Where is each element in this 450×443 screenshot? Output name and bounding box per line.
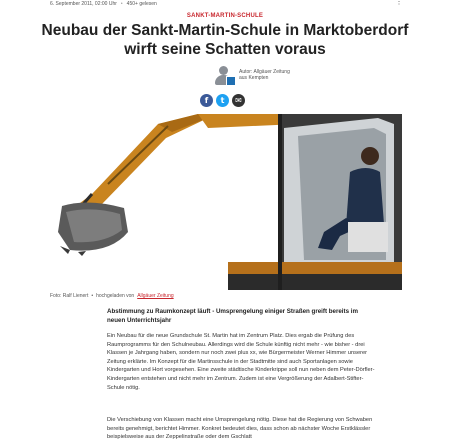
uploader-link[interactable]: Allgäuer Zeitung (137, 293, 174, 299)
excavator-tracks (228, 274, 402, 290)
facebook-share-button[interactable]: f (200, 94, 213, 107)
operator-torso (346, 168, 384, 226)
caption-separator: • (91, 293, 94, 299)
more-options-icon[interactable]: ⋮ (395, 0, 402, 6)
author-avatar[interactable] (214, 64, 236, 86)
excavator-illustration (48, 114, 402, 290)
email-share-button[interactable]: ✉ (232, 94, 245, 107)
article-lead: Abstimmung zu Raumkonzept läuft - Umsprengelung einiger Straßen greift bereits im neuen Unterrichtsjahr (107, 308, 358, 324)
author-info (239, 69, 290, 81)
operator-seat (348, 222, 388, 252)
uploaded-prefix: hochgeladen von (96, 293, 135, 299)
publisher-logo-icon (226, 76, 236, 86)
article-meta-bar (50, 0, 410, 8)
meta-separator: • (120, 1, 123, 7)
article-photo[interactable] (48, 114, 402, 290)
twitter-share-button[interactable]: t (216, 94, 229, 107)
operator-head (361, 147, 379, 165)
hydraulic-cylinder (108, 126, 168, 184)
avatar-head-shape (219, 66, 228, 75)
article-headline: Neubau der Sankt-Martin-Schule in Marktoberdorf wirft seine Schatten voraus (41, 22, 409, 58)
photo-credit: Foto: Ralf Lienert (50, 293, 89, 299)
article-paragraph: Die Verschiebung von Klassen macht eine Umsprengelung nötig. Diese hat die Regierung von Schwaben bereits genehmigt, berichtet Himmer. Konkret bedeutet dies, dass schon ab nächster Woche Erstklässler beispielsweise aus der Zeppelinstraße oder dem Gschlatt (107, 417, 373, 441)
excavator-boom (76, 114, 208, 206)
article-paragraph: Ein Neubau für die neue Grundschule St. Martin hat im Zentrum Platz. Dies ergab die Prüfung des Raumprogramms für den Schulneubau. Allerdings wird die Schule künftig nicht mehr - wie bisher - drei Klassen je Jahrgang haben, sondern nur noch zwei plus xx, wie Bürgermeister Werner Himmer unserer Zeitung erklärte. Im Konzept für die Martinsschule in der Stadtmitte sind auch Sportanlagen sowie Kindergarten und Hort vorgesehen. Eine zweite städtische Kinderkrippe soll nun neben dem Peter-Dörfler-Kindergarten entstehen und nicht mehr im Zentrum. Zudem ist eine Vergrößerung der Adalbert-Stifter-Schule nötig. (107, 333, 375, 391)
share-buttons (200, 94, 245, 107)
photo-caption (50, 293, 174, 299)
author-box[interactable] (214, 64, 290, 86)
article-kicker: SANKT-MARTIN-SCHULE (186, 13, 264, 19)
author-label: Autor: Allgäuer Zeitung (239, 69, 290, 75)
author-location: aus Kempten (239, 75, 269, 81)
publish-date: 6. September 2011, 02:00 Uhr (50, 1, 117, 7)
view-count: 450+ gelesen (126, 1, 157, 7)
